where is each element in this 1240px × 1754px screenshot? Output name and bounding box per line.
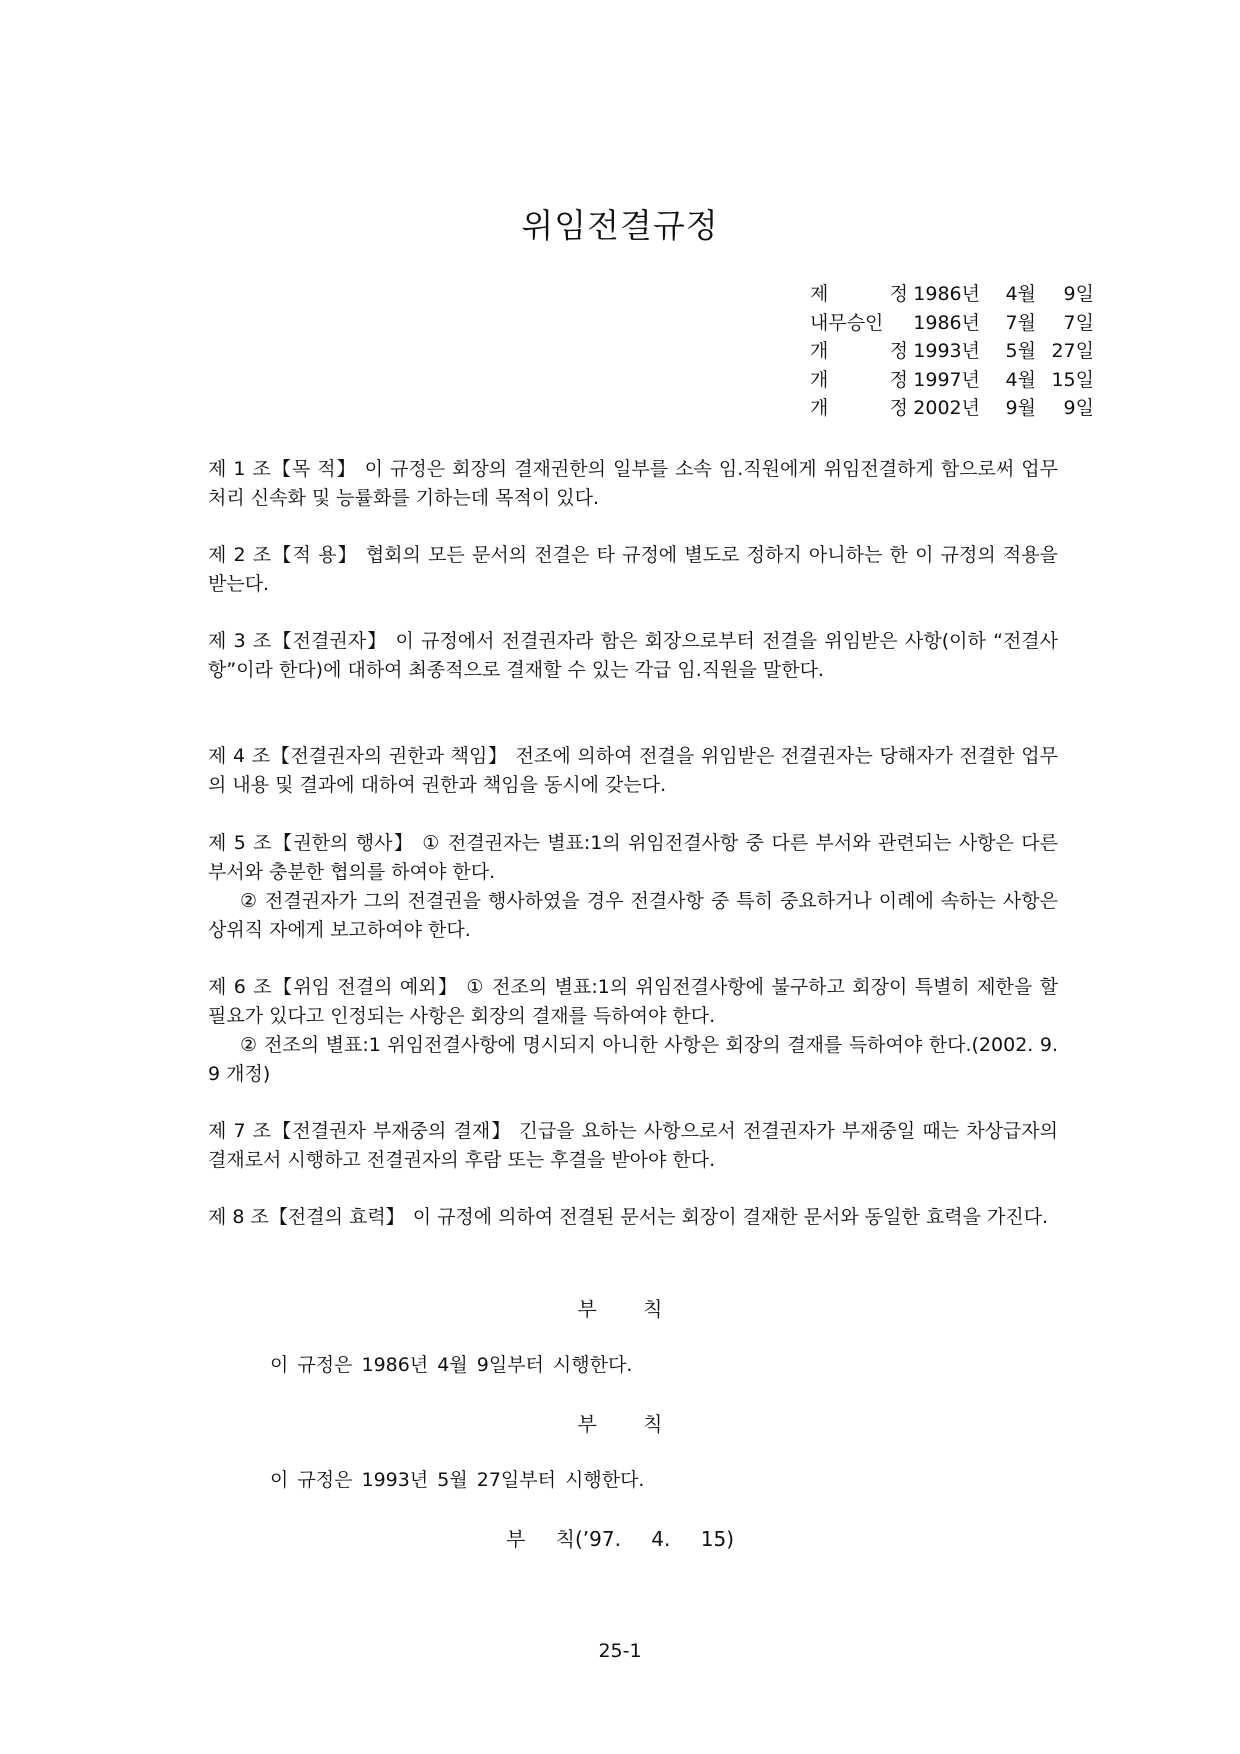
history-row: 제 정 1986년 4월 9일 — [810, 283, 1094, 305]
article-8 — [208, 1203, 1058, 1232]
supplementary-text: 이 규정은 1986년 4월 9일부터 시행한다. — [270, 1354, 633, 1376]
supplementary-heading: 부 칙(’97. 4. 15) — [505, 1527, 734, 1551]
article-text: 전조에 의하여 전결을 위임받은 전결권자는 당해자가 전결한 업무의 내용 및 결과에 대하여 권한과 책임을 동시에 갖는다. — [208, 745, 1058, 796]
article-3 — [208, 627, 1058, 685]
article-5 — [208, 829, 1058, 945]
article-heading: 제 7 조【전결권자 부재중의 결재】 — [208, 1120, 512, 1142]
article-1 — [208, 455, 1058, 513]
article-text: ② 전조의 별표:1 위임전결사항에 명시되지 아니한 사항은 회장의 결재를 득하여야 한다.(2002. 9. 9 개정) — [208, 1034, 1059, 1085]
document-title: 위임전결규정 — [521, 206, 719, 245]
article-text: 협회의 모든 문서의 전결은 타 규정에 별도로 정하지 아니하는 한 이 규정의 적용을 받는다. — [208, 544, 1058, 595]
article-heading: 제 1 조【목 적】 — [208, 458, 357, 480]
article-text: ① 전결권자는 별표:1의 위임전결사항 중 다른 부서와 관련되는 사항은 다른 부서와 충분한 협의를 하여야 한다. — [208, 832, 1059, 883]
article-4 — [208, 742, 1058, 800]
article-text: 이 규정에서 전결권자라 함은 회장으로부터 전결을 위임받은 사항(이하 “전결사항”이라 한다)에 대하여 최종적으로 결재할 수 있는 각급 임.직원을 말한다. — [208, 630, 1059, 681]
article-heading: 제 2 조【적 용】 — [208, 544, 358, 566]
page-number: 25-1 — [598, 1640, 642, 1662]
article-heading: 제 3 조【전결권자】 — [208, 630, 388, 652]
history-row: 개 정 1997년 4월 15일 — [810, 368, 1094, 391]
revision-history — [810, 280, 1094, 423]
history-row: 내무승인 1986년 7월 7일 — [810, 311, 1094, 334]
supplementary-heading: 부 칙 — [577, 1297, 663, 1321]
supplementary-text: 이 규정은 1993년 5월 27일부터 시행한다. — [270, 1469, 645, 1491]
article-heading: 제 6 조【위임 전결의 예외】 — [208, 976, 459, 998]
article-text: ② 전결권자가 그의 전결권을 행사하였을 경우 전결사항 중 특히 중요하거나 이례에 속하는 사항은 상위직 자에게 보고하여야 한다. — [208, 890, 1058, 941]
history-row: 개 정 1993년 5월 27일 — [810, 340, 1094, 362]
article-7 — [208, 1117, 1058, 1175]
article-text: 긴급을 요하는 사항으로서 전결권자가 부재중일 때는 차상급자의 결재로서 시행하고 전결권자의 후람 또는 후결을 받아야 한다. — [208, 1120, 1058, 1171]
article-6 — [208, 973, 1058, 1089]
history-row: 개 정 2002년 9월 9일 — [810, 397, 1094, 419]
supplementary-heading: 부 칙 — [577, 1412, 663, 1436]
article-text: 이 규정에 의하여 전결된 문서는 회장이 결재한 문서와 동일한 효력을 가진다. — [412, 1206, 1049, 1228]
article-heading: 제 5 조【권한의 행사】 — [208, 832, 415, 854]
article-text: 이 규정은 회장의 결재권한의 일부를 소속 임.직원에게 위임전결하게 함으로써 업무처리 신속화 및 능률화를 기하는데 목적이 있다. — [208, 458, 1059, 509]
article-heading: 제 8 조【전결의 효력】 — [208, 1206, 405, 1228]
article-2 — [208, 541, 1058, 599]
article-heading: 제 4 조【전결권자의 권한과 책임】 — [208, 745, 508, 767]
article-text: ① 전조의 별표:1의 위임전결사항에 불구하고 회장이 특별히 제한을 할 필요가 있다고 인정되는 사항은 회장의 결재를 득하여야 한다. — [208, 976, 1059, 1027]
